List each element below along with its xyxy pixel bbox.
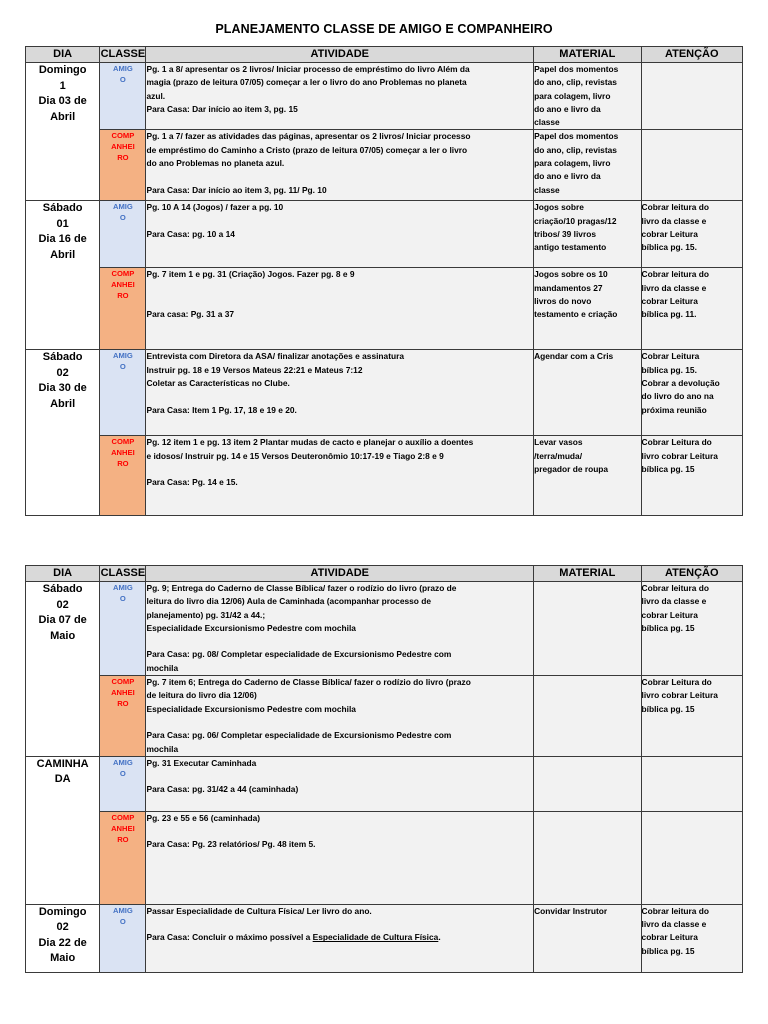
material-cell — [534, 811, 641, 904]
activity-cell: Pg. 1 a 8/ apresentar os 2 livros/ Iniciar processo de empréstimo do livro Além da magia (prazo de leitura 07/05) começar a ler o livro do ano Problemas no planeta azul. Para Casa: Dar início ao item 3, pg. 15 — [146, 63, 534, 130]
table-header-row — [26, 47, 743, 63]
header-atividade: ATIVIDADE — [146, 47, 534, 63]
day-cell: Sábado 02 Dia 07 de Maio — [26, 582, 100, 757]
attention-cell: Cobrar Leitura bíblica pg. 15. Cobrar a devolução do livro do ano na próxima reunião — [641, 350, 742, 436]
class-amigo-label: AMIG O — [100, 756, 146, 811]
class-amigo-label: AMIG O — [100, 582, 146, 676]
header-material: MATERIAL — [534, 47, 641, 63]
table-row — [26, 130, 743, 201]
activity-text-end: . — [438, 932, 441, 943]
day-cell: Sábado 02 Dia 30 de Abril — [26, 350, 100, 516]
activity-cell: Entrevista com Diretora da ASA/ finalizar anotações e assinatura Instruir pg. 18 e 19 Versos Mateus 22:21 e Mateus 7:12 Coletar as Características no Clube. Para Casa: Item 1 Pg. 17, 18 e 19 e 20. — [146, 350, 534, 436]
header-dia: DIA — [26, 566, 100, 582]
class-amigo-label: AMIG O — [100, 350, 146, 436]
activity-cell: Pg. 23 e 55 e 56 (caminhada) Para Casa: Pg. 23 relatórios/ Pg. 48 item 5. — [146, 811, 534, 904]
day-cell: CAMINHA DA — [26, 756, 100, 904]
table-row — [26, 350, 743, 436]
material-cell: Papel dos momentos do ano, clip, revistas para colagem, livro do ano e livro da classe — [534, 130, 641, 201]
material-cell: Jogos sobre os 10 mandamentos 27 livros do novo testamento e criação — [534, 268, 641, 350]
class-amigo-label: AMIG O — [100, 904, 146, 972]
table-header-row — [26, 566, 743, 582]
attention-cell: Cobrar leitura do livro da classe e cobrar Leitura bíblica pg. 15 — [641, 582, 742, 676]
material-cell: Levar vasos /terra/muda/ pregador de roupa — [534, 436, 641, 516]
table-row — [26, 436, 743, 516]
table-row — [26, 676, 743, 757]
activity-cell: Pg. 9; Entrega do Caderno de Classe Bíblica/ fazer o rodízio do livro (prazo de leitura do livro dia 12/06) Aula de Caminhada (acompanhar processo de planejamento) pg. 31/42 a 44.; Especialidade Excursionismo Pedestre com mochila Para Casa: pg. 08/ Completar especialidade de Excursionismo Pedestre com mochila — [146, 582, 534, 676]
table-row — [26, 201, 743, 268]
class-companheiro-label: COMP ANHEI RO — [100, 436, 146, 516]
header-atencao: ATENÇÃO — [641, 47, 742, 63]
material-cell — [534, 676, 641, 757]
material-cell: Convidar Instrutor — [534, 904, 641, 972]
header-classe: CLASSE — [100, 47, 146, 63]
schedule-table-april — [25, 46, 743, 516]
header-dia: DIA — [26, 47, 100, 63]
table-row — [26, 63, 743, 130]
table-row — [26, 582, 743, 676]
class-companheiro-label: COMP ANHEI RO — [100, 811, 146, 904]
header-classe: CLASSE — [100, 566, 146, 582]
header-atividade: ATIVIDADE — [146, 566, 534, 582]
attention-cell — [641, 811, 742, 904]
attention-cell — [641, 756, 742, 811]
material-cell — [534, 756, 641, 811]
activity-cell: Pg. 12 item 1 e pg. 13 item 2 Plantar mudas de cacto e planejar o auxílio a doentes e idosos/ Instruir pg. 14 e 15 Versos Deuteronômio 10:17-19 e Tiago 2:8 e 9 Para Casa: Pg. 14 e 15. — [146, 436, 534, 516]
page-title: PLANEJAMENTO CLASSE DE AMIGO E COMPANHEIRO — [215, 22, 553, 36]
schedule-table-may — [25, 565, 743, 973]
material-cell: Papel dos momentos do ano, clip, revistas para colagem, livro do ano e livro da classe — [534, 63, 641, 130]
activity-text: Passar Especialidade de Cultura Física/ Ler livro do ano. Para Casa: Concluir o máximo possível a — [146, 905, 372, 943]
material-cell: Agendar com a Cris — [534, 350, 641, 436]
activity-cell — [146, 904, 534, 972]
header-atencao: ATENÇÃO — [641, 566, 742, 582]
class-companheiro-label: COMP ANHEI RO — [100, 268, 146, 350]
day-cell: Domingo 02 Dia 22 de Maio — [26, 904, 100, 972]
table-row — [26, 268, 743, 350]
attention-cell — [641, 130, 742, 201]
class-companheiro-label: COMP ANHEI RO — [100, 676, 146, 757]
table-row — [26, 756, 743, 811]
activity-cell: Pg. 1 a 7/ fazer as atividades das páginas, apresentar os 2 livros/ Iniciar processo de empréstimo do Caminho a Cristo (prazo de leitura 07/05) começar a ler o livro do ano Problemas no planeta azul. Para Casa: Dar início ao item 3, pg. 11/ Pg. 10 — [146, 130, 534, 201]
attention-cell: Cobrar Leitura do livro cobrar Leitura bíblica pg. 15 — [641, 676, 742, 757]
activity-cell: Pg. 7 item 1 e pg. 31 (Criação) Jogos. Fazer pg. 8 e 9 Para casa: Pg. 31 a 37 — [146, 268, 534, 350]
material-cell — [534, 582, 641, 676]
attention-cell: Cobrar leitura do livro da classe e cobrar Leitura bíblica pg. 15 — [641, 904, 742, 972]
table-row — [26, 811, 743, 904]
day-cell: Domingo 1 Dia 03 de Abril — [26, 63, 100, 201]
activity-cell: Pg. 7 item 6; Entrega do Caderno de Classe Bíblica/ fazer o rodízio do livro (prazo de leitura do livro dia 12/06) Especialidade Excursionismo Pedestre com mochila Para Casa: pg. 06/ Completar especialidade de Excursionismo Pedestre com mochila — [146, 676, 534, 757]
header-material: MATERIAL — [534, 566, 641, 582]
material-cell: Jogos sobre criação/10 pragas/12 tribos/ 39 livros antigo testamento — [534, 201, 641, 268]
class-amigo-label: AMIG O — [100, 63, 146, 130]
attention-cell: Cobrar leitura do livro da classe e cobrar Leitura bíblica pg. 15. — [641, 201, 742, 268]
specialty-link[interactable]: Especialidade de Cultura Física — [312, 932, 439, 943]
attention-cell — [641, 63, 742, 130]
class-amigo-label: AMIG O — [100, 201, 146, 268]
activity-cell: Pg. 31 Executar Caminhada Para Casa: pg. 31/42 a 44 (caminhada) — [146, 756, 534, 811]
class-companheiro-label: COMP ANHEI RO — [100, 130, 146, 201]
activity-cell: Pg. 10 A 14 (Jogos) / fazer a pg. 10 Para Casa: pg. 10 a 14 — [146, 201, 534, 268]
attention-cell: Cobrar Leitura do livro cobrar Leitura bíblica pg. 15 — [641, 436, 742, 516]
table-row — [26, 904, 743, 972]
day-cell: Sábado 01 Dia 16 de Abril — [26, 201, 100, 350]
attention-cell: Cobrar leitura do livro da classe e cobrar Leitura bíblica pg. 11. — [641, 268, 742, 350]
